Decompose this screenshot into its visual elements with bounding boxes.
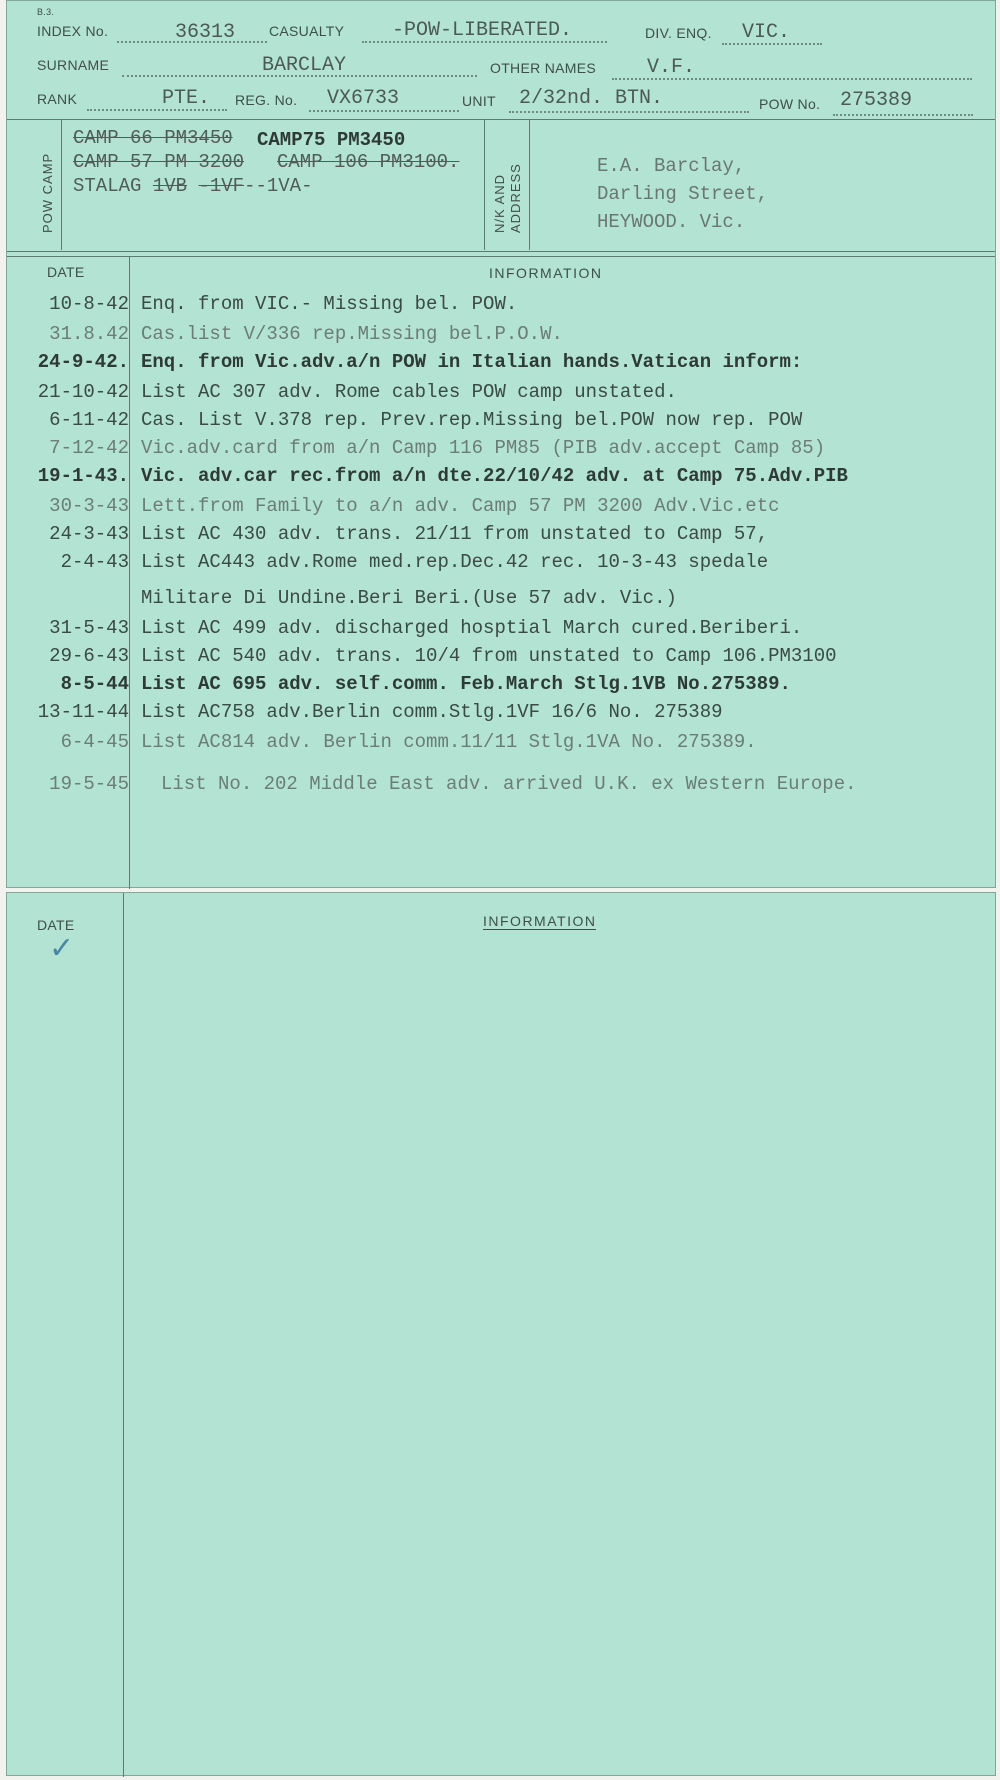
form-code: B.3. [37, 7, 55, 17]
entry-date: 24-9-42. [37, 351, 129, 373]
entry-date: 19-1-43. [37, 465, 129, 487]
entry-date: 6-4-45 [60, 731, 129, 753]
entry-row [7, 465, 997, 493]
camp-line-3 [73, 175, 312, 197]
entry-text: List AC 540 adv. trans. 10/4 from unstated to Camp 106.PM3100 [141, 645, 837, 667]
pow-no-label: POW No. [759, 96, 821, 112]
entry-text: Militare Di Undine.Beri Beri.(Use 57 adv. Vic.) [141, 587, 677, 609]
entry-row [7, 551, 997, 579]
casualty-label: CASUALTY [269, 23, 345, 39]
entry-text: Cas. List V.378 rep. Prev.rep.Missing bel.POW now rep. POW [141, 409, 803, 431]
information-header: INFORMATION [489, 265, 603, 281]
camp-line-2-struck: CAMP 57 PM 3200 [73, 151, 245, 173]
entry-text: Vic.adv.card from a/n Camp 116 PM85 (PIB adv.accept Camp 85) [141, 437, 826, 459]
entry-date: 21-10-42 [37, 381, 129, 403]
entry-date: 7-12-42 [49, 437, 129, 459]
record-card-front [6, 0, 996, 888]
reg-no-dots [309, 110, 459, 112]
index-label: INDEX No. [37, 23, 109, 39]
entry-text: Cas.list V/336 rep.Missing bel.P.O.W. [141, 323, 563, 345]
surname-value: BARCLAY [262, 54, 347, 77]
check-mark-icon: ✓ [49, 931, 75, 966]
rank-label: RANK [37, 91, 78, 107]
pow-camp-divider [61, 120, 62, 250]
entry-row [7, 523, 997, 551]
table-rule-top [7, 251, 995, 252]
entry-date: 10-8-42 [49, 293, 129, 315]
entry-text: List AC 307 adv. Rome cables POW camp unstated. [141, 381, 677, 403]
camp-stalag-1vb: 1VB [152, 175, 188, 197]
entry-row [7, 673, 997, 701]
reg-no-label: REG. No. [235, 92, 298, 108]
other-names-label: OTHER NAMES [490, 60, 596, 76]
index-number: 36313 [175, 21, 236, 44]
entry-text: List AC814 adv. Berlin comm.11/11 Stlg.1VA No. 275389. [141, 731, 757, 753]
nok-right-divider [529, 120, 530, 250]
div-enq-value: VIC. [742, 21, 791, 44]
pow-camp-label: POW CAMP [40, 152, 55, 233]
div-enq-label: DIV. ENQ. [645, 25, 712, 41]
entry-text: List AC443 adv.Rome med.rep.Dec.42 rec. 10-3-43 spedale [141, 551, 769, 573]
camp-line-1-struck: CAMP 66 PM3450 [73, 127, 233, 149]
entry-row [7, 495, 997, 523]
nok-name: E.A. Barclay, [597, 155, 746, 177]
nok-street: Darling Street, [597, 183, 769, 205]
entry-row [7, 323, 997, 351]
record-card-back [6, 892, 996, 1776]
camp-stalag-1vf: -1VF [198, 175, 245, 197]
entry-text: Enq. from Vic.adv.a/n POW in Italian hands.Vatican inform: [141, 351, 803, 373]
camp-stalag-1va: --1VA- [244, 175, 313, 197]
entry-date: 6-11-42 [49, 409, 129, 431]
entry-date: 8-5-44 [60, 673, 129, 695]
entry-date: 31-5-43 [49, 617, 129, 639]
entry-text: List AC758 adv.Berlin comm.Stlg.1VF 16/6 No. 275389 [141, 701, 723, 723]
entry-text: List AC 695 adv. self.comm. Feb.March Stlg.1VB No.275389. [141, 673, 791, 695]
back-date-column-divider [123, 893, 124, 1777]
reg-no-value: VX6733 [327, 87, 400, 110]
entry-row [7, 731, 997, 759]
entry-date: 2-4-43 [60, 551, 129, 573]
entry-text: Lett.from Family to a/n adv. Camp 57 PM 3200 Adv.Vic.etc [141, 495, 780, 517]
entry-row [7, 645, 997, 673]
entry-date: 24-3-43 [49, 523, 129, 545]
entry-row [7, 701, 997, 729]
camp-line-2b-struck: CAMP 106 PM3100. [277, 151, 460, 173]
entry-text: List AC 430 adv. trans. 21/11 from unstated to Camp 57, [141, 523, 769, 545]
surname-label: SURNAME [37, 57, 110, 73]
entry-text: Enq. from VIC.- Missing bel. POW. [141, 293, 518, 315]
entry-row [7, 381, 997, 409]
unit-label: UNIT [462, 93, 496, 109]
entry-date: 13-11-44 [37, 701, 129, 723]
date-header: DATE [47, 264, 85, 280]
entry-date: 19-5-45 [49, 773, 129, 795]
table-rule-top-2 [7, 256, 995, 257]
back-date-header: DATE [37, 917, 75, 933]
nok-town: HEYWOOD. Vic. [597, 211, 746, 233]
camp-line-1: CAMP75 PM3450 [257, 129, 406, 151]
entry-text: List No. 202 Middle East adv. arrived U.K. ex Western Europe. [161, 773, 857, 795]
casualty-status: -POW-LIBERATED. [392, 19, 573, 42]
entry-date: 29-6-43 [49, 645, 129, 667]
rank-value: PTE. [162, 87, 211, 110]
entry-date: 30-3-43 [49, 495, 129, 517]
entry-text: List AC 499 adv. discharged hosptial March cured.Beriberi. [141, 617, 803, 639]
entry-row [7, 587, 997, 615]
nok-left-divider [484, 120, 485, 250]
entry-row [7, 437, 997, 465]
entry-row [7, 617, 997, 645]
other-names-value: V.F. [647, 56, 696, 79]
entry-row [7, 409, 997, 437]
nok-label: N/K AND ADDRESS [492, 163, 523, 233]
entry-row [7, 293, 997, 321]
unit-dots [509, 111, 749, 113]
entry-row [7, 773, 997, 801]
back-information-header: INFORMATION [483, 913, 597, 929]
pow-no-value: 275389 [840, 89, 913, 112]
unit-value: 2/32nd. BTN. [519, 87, 664, 110]
entry-text: Vic. adv.car rec.from a/n dte.22/10/42 adv. at Camp 75.Adv.PIB [141, 465, 848, 487]
entry-date: 31.8.42 [49, 323, 129, 345]
camp-stalag: STALAG [73, 175, 142, 197]
entry-row [7, 351, 997, 379]
pow-no-dots [833, 114, 973, 116]
